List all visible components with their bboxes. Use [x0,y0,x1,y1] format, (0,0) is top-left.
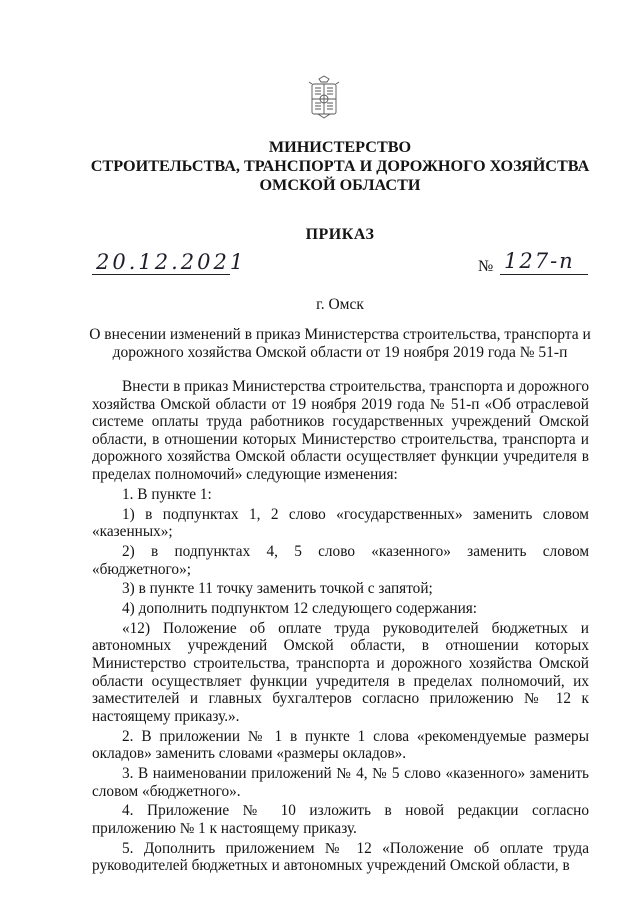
body-paragraph: 3) в пункте 11 точку заменить точкой с запятой; [122,580,433,598]
city: г. Омск [316,296,364,313]
body-paragraph: Внести в приказ Министерства строительства, транспорта и дорожного хозяйства Омской области от 19 ноября 2019 года № 51-п «Об отраслевой системе оплаты труда работников государственных учреждений Омской области, в отношении которых Министерство строительства, транспорта и дорожного хозяйства Омской области осуществляет функции учредителя в пределах полномочий» следующие изменения: [92,378,589,483]
number-label: № [478,258,494,275]
handwritten-number: 127-п [504,249,575,273]
subject-line: О внесении изменений в приказ Министерства строительства, транспорта и [89,326,591,343]
body-paragraph: 4) дополнить подпунктом 12 следующего содержания: [122,600,478,618]
ministry-line: МИНИСТЕРСТВО [268,138,412,156]
date-field [92,250,247,275]
body-paragraph: 1) в подпунктах 1, 2 слово «государственных» заменить словом «казенных»; [92,505,589,541]
subject-line: дорожного хозяйства Омской области от 19 ноября 2019 года № 51-п [112,344,568,361]
body-paragraph: 5. Дополнить приложением № 12 «Положение об оплате труда руководителей бюджетных и автономных учреждений Омской области, в [92,839,589,875]
body-paragraph: «12) Положение об оплате труда руководителей бюджетных и автономных учреждений Омской области, в отношении которых Министерство строительства, транспорта и дорожного хозяйства Омской области осуществляет функции учредителя в пределах полномочий, их заместителей и главных бухгалтеров согласно приложению № 12 к настоящему приказу.». [92,619,589,725]
body-paragraph: 1. В пункте 1: [122,485,212,503]
order-body [92,378,589,877]
handwritten-date: 20.12.2021 [96,250,247,274]
ministry-name [60,138,620,195]
ministry-line: СТРОИТЕЛЬСТВА, ТРАНСПОРТА И ДОРОЖНОГО ХОЗЯЙСТВА [90,157,590,175]
ministry-line: ОМСКОЙ ОБЛАСТИ [259,176,421,194]
coat-of-arms-icon [307,75,341,119]
body-paragraph: 3. В наименовании приложений № 4, № 5 слово «казенного» заменить словом «бюджетного». [92,764,589,800]
order-subject [60,326,620,362]
body-paragraph: 4. Приложение № 10 изложить в новой редакции согласно приложению № 1 к настоящему приказу. [92,802,589,837]
body-paragraph: 2) в подпунктах 4, 5 слово «казенного» заменить словом «бюджетного»; [92,542,589,578]
body-paragraph: 2. В приложении № 1 в пункте 1 слова «рекомендуемые размеры окладов» заменить словами «размеры окладов». [92,727,589,763]
document-type: ПРИКАЗ [305,226,375,243]
number-field [500,249,588,275]
